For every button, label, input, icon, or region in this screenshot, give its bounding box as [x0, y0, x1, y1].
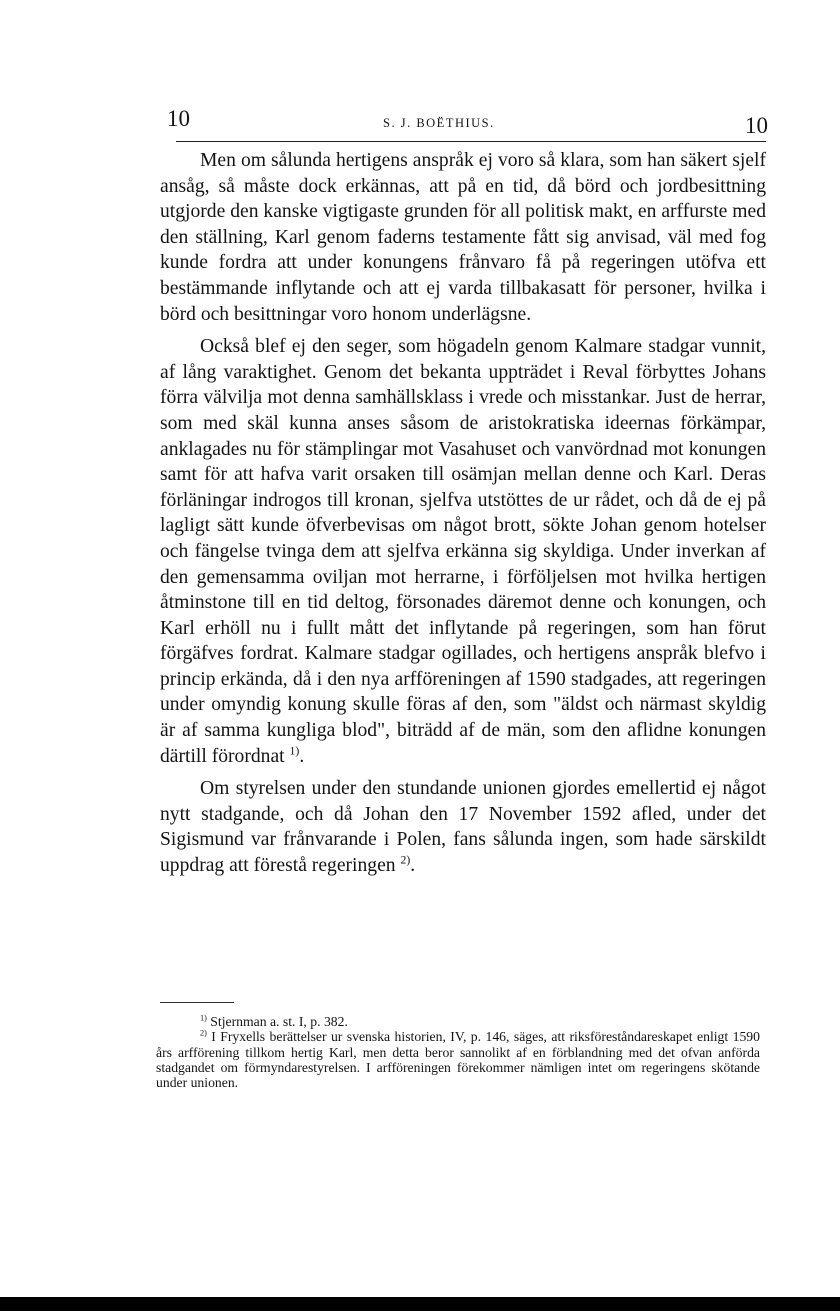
- paragraph-3-text: Om styrelsen under den stundande unionen gjordes emellertid ej något nytt stadgande, och då Johan den 17 November 1592 afled, under det Sigismund var frånvarande i Polen, fans sålunda ingen, som hade särskildt uppdrag att förestå regeringen: [160, 778, 766, 877]
- footnote-1-marker: 1): [200, 1013, 207, 1023]
- footnote-2-text: I Fryxells berättelser ur svenska historien, IV, p. 146, säges, att riksföreståndareskapet enligt 1590 års arfförening tillkom hertig Karl, men detta beror sannolikt af en förblandning med det ofvan anförda stadgandet om förmyndarestyrelsen. I arfföreningen förekommer nämligen intet om regeringens skötande under unionen.: [156, 1029, 760, 1091]
- footnote-2-marker: 2): [200, 1028, 207, 1038]
- paragraph-1-text: Men om sålunda hertigens anspråk ej voro så klara, som han säkert sjelf ansåg, så måste dock erkännas, att på en tid, då börd och jordbesittning utgjorde den kanske vigtigaste grunden för all politisk makt, en arffurste med den ställning, Karl genom faderns testamente fått sig anvisad, väl med fog kunde fordra att under konungens frånvaro få på regeringen utöfva ett bestämmande inflytande och att ej varda tillbakasatt för personer, hvilka i börd och besittningar voro honom underlägsne.: [160, 150, 766, 325]
- scan-border: [0, 1297, 840, 1311]
- header-rule: [176, 141, 766, 142]
- footnote-1: [156, 1014, 760, 1029]
- footnote-1-text: Stjernman a. st. I, p. 382.: [206, 1014, 348, 1029]
- paragraph-3-tail: .: [410, 855, 416, 877]
- footnote-2: [156, 1029, 760, 1090]
- page-header: [0, 0, 840, 150]
- paragraph-2-tail: .: [299, 745, 305, 767]
- running-title: S. J. BOËTHIUS.: [383, 116, 495, 130]
- paragraph-2-text: Också blef ej den seger, som högadeln genom Kalmare stadgar vunnit, af lång varaktighet. Genom det bekanta uppträdet i Reval förbyttes Johans förra välvilja mot denna samhällsklass i vrede och misstankar. Just de herrar, som med skäl kunna anses såsom de aristokratiska ideernas förkämpar, anklagades nu för stämplingar mot Vasahuset och vanvördnad mot konungen samt för att hafva varit orsaken till osämjan mellan denne och Karl. Deras förläningar indrogos till kronan, sjelfva utstöttes de ur rådet, och då de ej på lagligt sätt kunde öfverbevisas om något brott, sökte Johan genom hotelser och fängelse tvinga dem att sjelfva erkänna sig skyldiga. Under inverkan af den gemensamma oviljan mot herrarne, i förföljelsen mot hvilka hertigen åtminstone till en tid deltog, försonades däremot denne och konungen, och Karl erhöll nu i fullt mått det inflytande på regeringen, som han förut förgäfves fordrat. Kalmare stadgar ogillades, och hertigens anspråk blefvo i princip erkända, då i den nya arfföreningen af 1590 stadgades, att regeringen under omyndig konung skulle föras af den, som "äldst och närmast skyldig är af samma kungliga blod", biträdd af de män, som den aflidne konungen därtill förordnat: [160, 336, 766, 767]
- paragraph-1: [160, 148, 766, 327]
- footnote-ref-1: 1): [289, 744, 300, 758]
- paragraph-3: [160, 776, 766, 878]
- paragraph-2: [160, 334, 766, 769]
- footnote-rule: [160, 1002, 234, 1003]
- page-number-left: 10: [167, 106, 190, 131]
- page-number-right: 10: [745, 113, 768, 138]
- footnote-ref-2: 2): [400, 853, 411, 867]
- footnotes: [156, 1014, 760, 1090]
- body-text: [160, 148, 766, 886]
